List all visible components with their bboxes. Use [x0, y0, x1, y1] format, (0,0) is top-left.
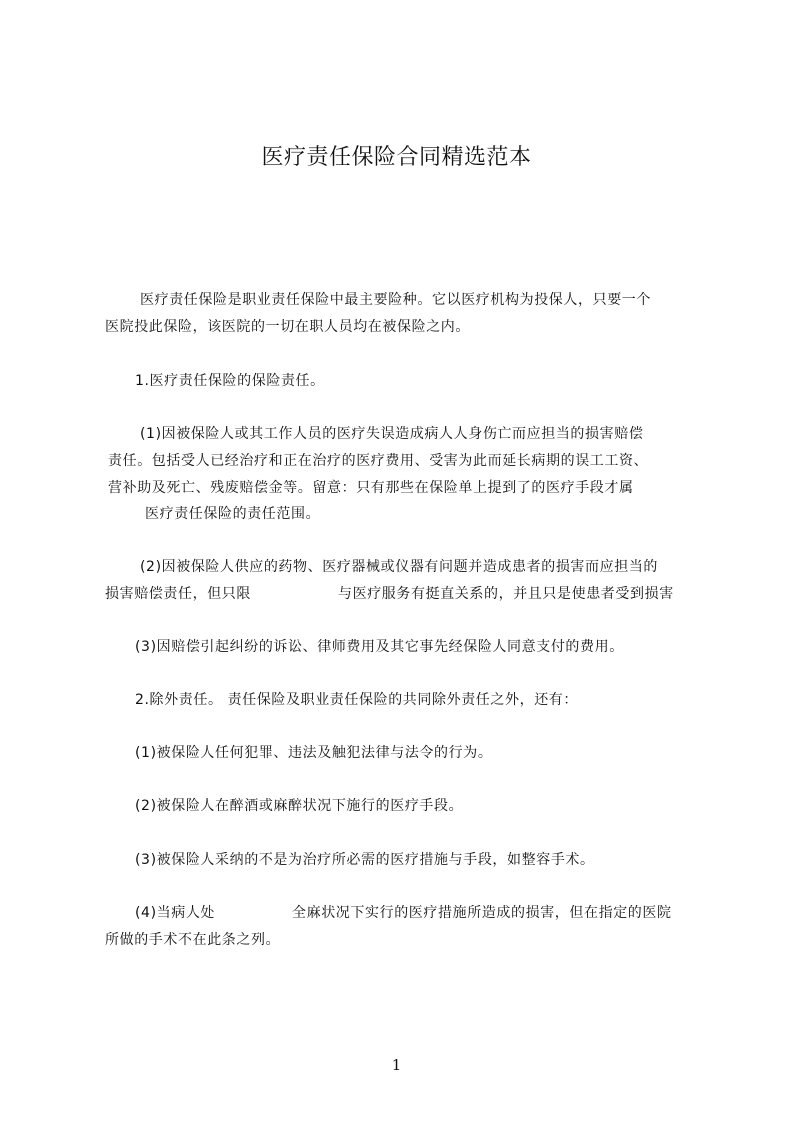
page-number: 1 [391, 1056, 402, 1074]
exclusion-3: (3)被保险人采纳的不是为治疗所必需的医疗措施与手段，如整容手术。 [135, 852, 595, 868]
item-2-line-2a: 损害赔偿责任，但只限 [105, 586, 251, 602]
document-title: 医疗责任保险合同精选范本 [261, 145, 532, 170]
item-1-line-1: (1)因被保险人或其工作人员的医疗失误造成病人人身伤亡而应担当的损害赔偿 [140, 426, 644, 442]
item-1-line-4: 医疗责任保险的责任范围。 [145, 506, 321, 522]
exclusion-1: (1)被保险人任何犯罪、违法及触犯法律与法令的行为。 [135, 745, 493, 761]
item-1-line-2: 责任。包括受人已经治疗和正在治疗的医疗费用、受害为此而延长病期的误工工资、 [108, 453, 649, 469]
item-1-line-3: 营补助及死亡、残废赔偿金等。留意：只有那些在保险单上提到了的医疗手段才属 [108, 480, 634, 496]
section-1-heading: 1.医疗责任保险的保险责任。 [135, 373, 325, 389]
exclusion-4-line-2: 所做的手术不在此条之列。 [105, 932, 281, 948]
section-2-heading: 2.除外责任。 责任保险及职业责任保险的共同除外责任之外，还有： [135, 692, 579, 708]
item-2-line-2b: 与医疗服务有挺直关系的，并且只是使患者受到损害 [338, 586, 674, 602]
intro-line-2: 医院投此保险，该医院的一切在职人员均在被保险之内。 [105, 319, 470, 335]
item-3: (3)因赔偿引起纠纷的诉讼、律师费用及其它事先经保险人同意支付的费用。 [135, 639, 624, 655]
item-2-line-1: (2)因被保险人供应的药物、医疗器械或仪器有问题并造成患者的损害而应担当的 [140, 559, 659, 575]
exclusion-2: (2)被保险人在醉酒或麻醉状况下施行的医疗手段。 [135, 798, 464, 814]
exclusion-4-line-1b: 全麻状况下实行的医疗措施所造成的损害，但在指定的医院 [292, 905, 672, 921]
exclusion-4-line-1a: (4)当病人处 [135, 905, 216, 921]
intro-line-1: 医疗责任保险是职业责任保险中最主要险种。它以医疗机构为投保人，只要一个 [140, 292, 651, 308]
